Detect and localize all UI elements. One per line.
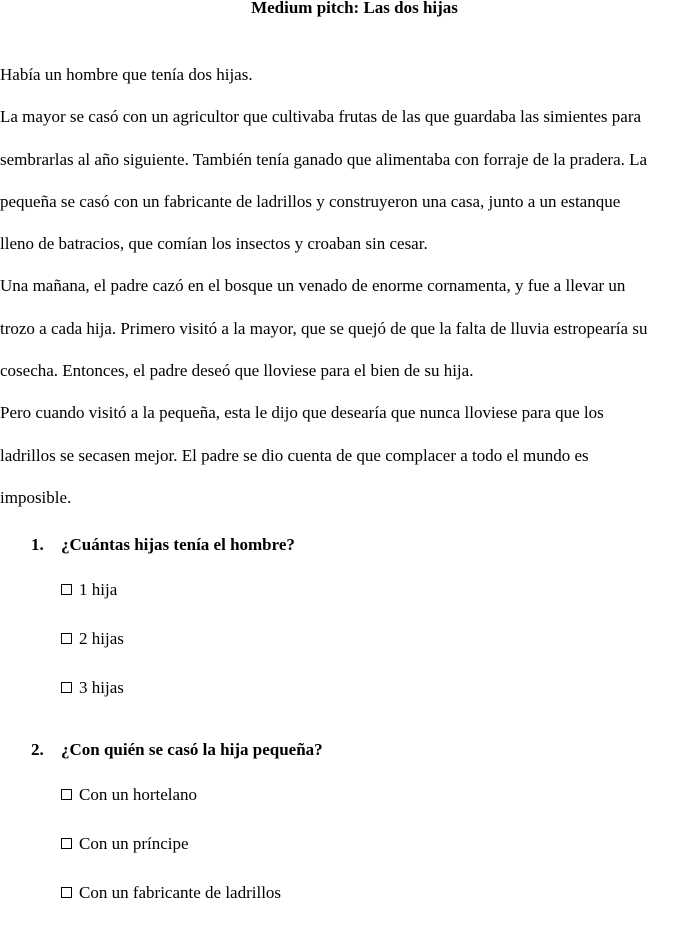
answer-option[interactable]	[0, 880, 699, 929]
answer-option-label: 2 hijas	[79, 629, 124, 648]
story-line: ladrillos se secasen mejor. El padre se dio cuenta de que complacer a todo el mundo es	[0, 445, 589, 465]
story-line: La mayor se casó con un agricultor que cultivaba frutas de las que guardaba las simientes para	[0, 107, 642, 127]
answer-option-label: 3 hijas	[79, 678, 124, 697]
answer-option-label: Con un príncipe	[79, 834, 189, 853]
answer-option[interactable]	[0, 782, 699, 831]
checkbox-icon[interactable]	[61, 838, 72, 849]
answer-option-label: 1 hija	[79, 580, 118, 599]
question-1	[0, 532, 699, 724]
checkbox-icon[interactable]	[61, 789, 72, 800]
story-line: sembrarlas al año siguiente. También tenía ganado que alimentaba con forraje de la pradera. La	[0, 149, 648, 169]
story-line: trozo a cada hija. Primero visitó a la mayor, que se quejó de que la falta de lluvia estropearía su	[0, 318, 648, 338]
question-text: ¿Cuántas hijas tenía el hombre?	[61, 535, 295, 554]
story-line: Pero cuando visitó a la pequeña, esta le dijo que desearía que nunca lloviese para que los	[0, 403, 604, 423]
story-line: Había un hombre que tenía dos hijas.	[0, 65, 253, 84]
answer-option[interactable]	[0, 626, 699, 675]
question-2-heading	[0, 737, 699, 763]
question-1-heading	[0, 532, 699, 558]
story-line: Una mañana, el padre cazó en el bosque un venado de enorme cornamenta, y fue a llevar un	[0, 276, 626, 296]
answer-option-label: Con un hortelano	[79, 785, 198, 804]
checkbox-icon[interactable]	[61, 682, 72, 693]
question-number: 2.	[31, 740, 44, 759]
story-line: pequeña se casó con un fabricante de ladrillos y construyeron una casa, junto a un estanque	[0, 191, 621, 211]
checkbox-icon[interactable]	[61, 584, 72, 595]
answer-option-label: Con un fabricante de ladrillos	[79, 883, 282, 902]
checkbox-icon[interactable]	[61, 633, 72, 644]
answer-option[interactable]	[0, 831, 699, 880]
answer-option[interactable]	[0, 675, 699, 724]
document-title: Medium pitch: Las dos hijas	[251, 0, 458, 17]
answer-option[interactable]	[0, 577, 699, 626]
answer-options	[0, 782, 699, 929]
story-text	[0, 54, 699, 519]
question-number: 1.	[31, 535, 44, 554]
story-line: cosecha. Entonces, el padre deseó que lloviese para el bien de su hija.	[0, 361, 474, 381]
question-text: ¿Con quién se casó la hija pequeña?	[61, 740, 323, 759]
story-line: imposible.	[0, 487, 72, 507]
question-2	[0, 737, 699, 929]
checkbox-icon[interactable]	[61, 887, 72, 898]
answer-options	[0, 577, 699, 724]
story-line: lleno de batracios, que comían los insectos y croaban sin cesar.	[0, 234, 428, 254]
